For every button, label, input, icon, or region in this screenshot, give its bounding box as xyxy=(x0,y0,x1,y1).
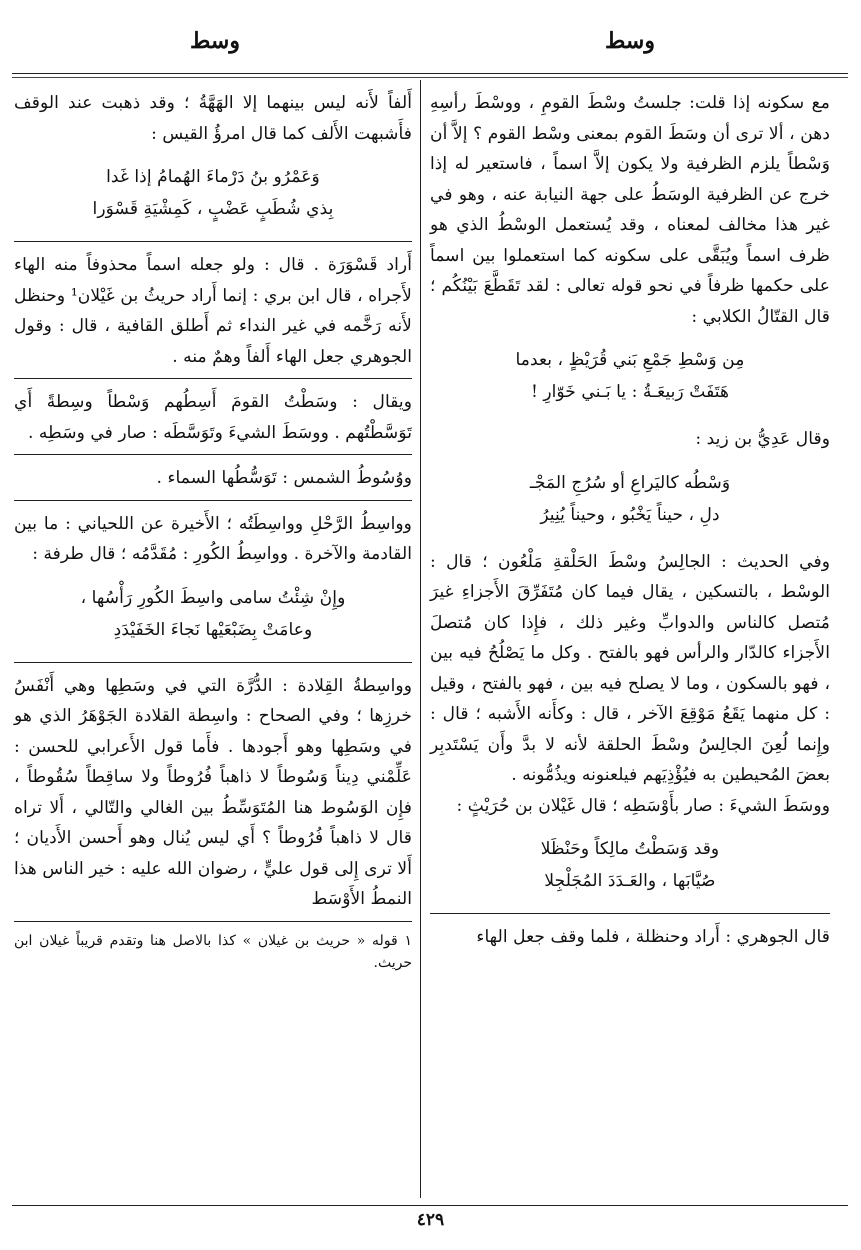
verse-line: وَعَمْرُو بنُ دَرْماءَ الهُمامُ إذا غَدا xyxy=(106,167,320,187)
header-rule xyxy=(12,73,848,74)
verse-line: دلِ ، حيناً يَخْبُو ، وحيناً يُنِيرُ xyxy=(540,504,720,525)
verse-line: مِن وَسْطِ جَمْعِ بَني قُرَيْظٍ ، بعدما xyxy=(515,350,745,370)
column-divider xyxy=(420,80,421,1198)
header-word-right: وسط xyxy=(605,28,655,54)
section-rule xyxy=(14,500,412,501)
verse-line: وَسْطُه كاليَراعِ أو سُرُجِ المَجْـ xyxy=(529,472,731,493)
footer-rule xyxy=(12,1205,848,1206)
section-rule xyxy=(14,662,412,663)
verse-line: وإِنْ شِئْتُ سامى واسِطَ الكُورِ رَأْسُها ، xyxy=(80,587,346,608)
paragraph: أَراد قَسْوَرَة . قال : ولو جعله اسماً محذوفاً منه الهاء لأَجراه ، قال ابن بري : إنما أَراد حريثُ بن غَيْلان¹ وحنظل لأَنه رَخَّمه في غير النداء ثم أَطلق القافية ، قال : وقول الجوهري جعل الهاء أَلفاً وهمٌ منه . xyxy=(14,255,412,367)
poetry-verse xyxy=(14,582,412,646)
paragraph: مع سكونه إذا قلت: جلستُ وسْطَ القومِ ، ووسْطَ رأسِهِ دهن ، ألا ترى أن وسَطَ القوم بمعنى وسْط القوم ؟ إلاَّ أن وَسْطاً يلزم الظرفية ولا يكون إلاَّ اسماً ، فاستعير له إذا خرج عن الظرفية الوسَطُ على جهة النيابة عنه ، وهو في غير هذا مخالف لمعناه ، وقد يُستعمل الوسْطُ الذي هو ظرف اسماً ويُبَقَّى على سكونه كما استعملوا بين اسماً على حكمها ظرفاً في نحو قوله تعالى : لقد تَقَطَّعَ بَيْنُكُم ؛ قال القتّالُ الكلابي : xyxy=(430,93,830,327)
poetry-verse xyxy=(430,833,830,897)
page-header xyxy=(0,28,861,68)
poetry-verse xyxy=(430,467,830,531)
paragraph: وفي الحديث : الجالِسُ وسْطَ الحَلْقةِ مَلْعُون ؛ قال : الوسْط ، بالتسكين ، يقال فيما كان مُتَفَرِّقَ الأَجزاءِ غيرَ مُتصل كالناس والدوابِّ وغير ذلك ، فإِذا كان مُتصلَ الأَجزاء كالدّار والرأس فهو بالفتح . وكل ما يَصْلُحُ فيه بين ، فهو بالسكون ، وما لا يصلح فيه بين ، فهو بالفتح ، وقيل : كل منهما يَقَعُ مَوْقِعَ الآخر ، قال : وكأَنه الأَشبه ؛ قال : وإِنما لُعِنَ الجالِسُ وسْطَ الحلقة لأنه لا بدَّ وأَن يَسْتَدبِر بعضَ المُحيطين به فيُؤْذِيَهم فيلعنونه ويذُمُّونه . xyxy=(430,551,830,785)
right-column xyxy=(430,88,830,1188)
paragraph: ووسَطَ الشيءَ : صار بأَوْسَطِه ؛ قال غَيْلان بن حُرَيْثٍ : xyxy=(456,795,830,816)
section-rule xyxy=(14,454,412,455)
verse-line: هَتَفَتْ رَبيعَـةُ : يا بَـني خَوّارِ ! xyxy=(530,382,730,402)
paragraph: وواسِطُ الرَّحْلِ وواسِطَتُه ؛ الأَخيرة عن اللحياني : ما بين القادمة والآخرة . وواسِطُ الكُورِ : مُقَدَّمُه ؛ قال طرفة : xyxy=(14,513,412,564)
section-rule xyxy=(430,913,830,914)
header-rule-thin xyxy=(12,77,848,78)
left-column xyxy=(14,88,412,1188)
footnote-rule xyxy=(14,921,412,922)
poetry-verse xyxy=(430,344,830,408)
paragraph: وواسِطةُ القِلادة : الدُّرَّة التي في وسَطِها وهي أَنْفَسُ خرزِها ؛ وفي الصحاح : واسِطة القلادة الجَوْهَرُ الذي هو في وسَطِها وهو أَجودها . فأَما قول الأَعرابي للحسن : عَلِّمْني دِيناً وَسُوطاً لا ذاهباً فُرُوطاً ولا ساقِطاً سُقُوطاً ، فإِن الوَسُوط هنا المُتَوَسِّطُ بين الغالي والتّالي ، أَلا تراه قال لا ذاهباً فُرُوطاً ؟ أَي ليس يُنال وهو أَحسن الأَديان ؛ أَلا ترى إِلى قول عليٍّ ، رضوان الله عليه : خير الناس هذا النمطُ الأَوْسَط xyxy=(14,675,412,909)
verse-line: بِذي شُطَبٍ عَضْبٍ ، كَمِشْيَةِ قَسْوَرا xyxy=(92,199,334,219)
page-number: ٤٢٩ xyxy=(416,1210,445,1230)
header-word-left: وسط xyxy=(190,28,240,54)
paragraph: ويقال : وسَطْتُ القومَ أَسِطُهم وَسْطاً وسِطةً أَي تَوَسَّطْتُهم . ووسَطَ الشيءَ وتَوَسَّطَه : صار في وسَطِه . xyxy=(14,392,412,443)
paragraph: قال الجوهري : أَراد وحنظلة ، فلما وقف جعل الهاء xyxy=(476,927,830,947)
poetry-verse xyxy=(14,161,412,225)
verse-line: صُيَّابَها ، والعَـدَدَ المُجَلْجِلا xyxy=(544,871,716,891)
paragraph: أَلفاً لأَنه ليس بينهما إلا الهَهَّةُ ؛ وقد ذهبت عند الوقف فأَشبهت الأَلف كما قال امرؤُ القيس : xyxy=(14,93,412,144)
paragraph: وقال عَدِيُّ بن زيد : xyxy=(695,429,830,449)
footnote: ١ قوله « حريث بن غيلان » كذا بالاصل هنا وتقدم قريباً غيلان ابن حريث. xyxy=(14,932,412,971)
section-rule xyxy=(14,241,412,242)
paragraph: ووُسُوطُ الشمس : تَوَسُّطُها السماء . xyxy=(156,468,412,488)
verse-line: وقد وَسَطْتُ مالِكاً وحَنْظَلا xyxy=(540,839,720,859)
section-rule xyxy=(14,378,412,379)
verse-line: وعامَتْ بِضَبْعَيْها نَجاءَ الخَفَيْدَدِ xyxy=(113,619,313,640)
